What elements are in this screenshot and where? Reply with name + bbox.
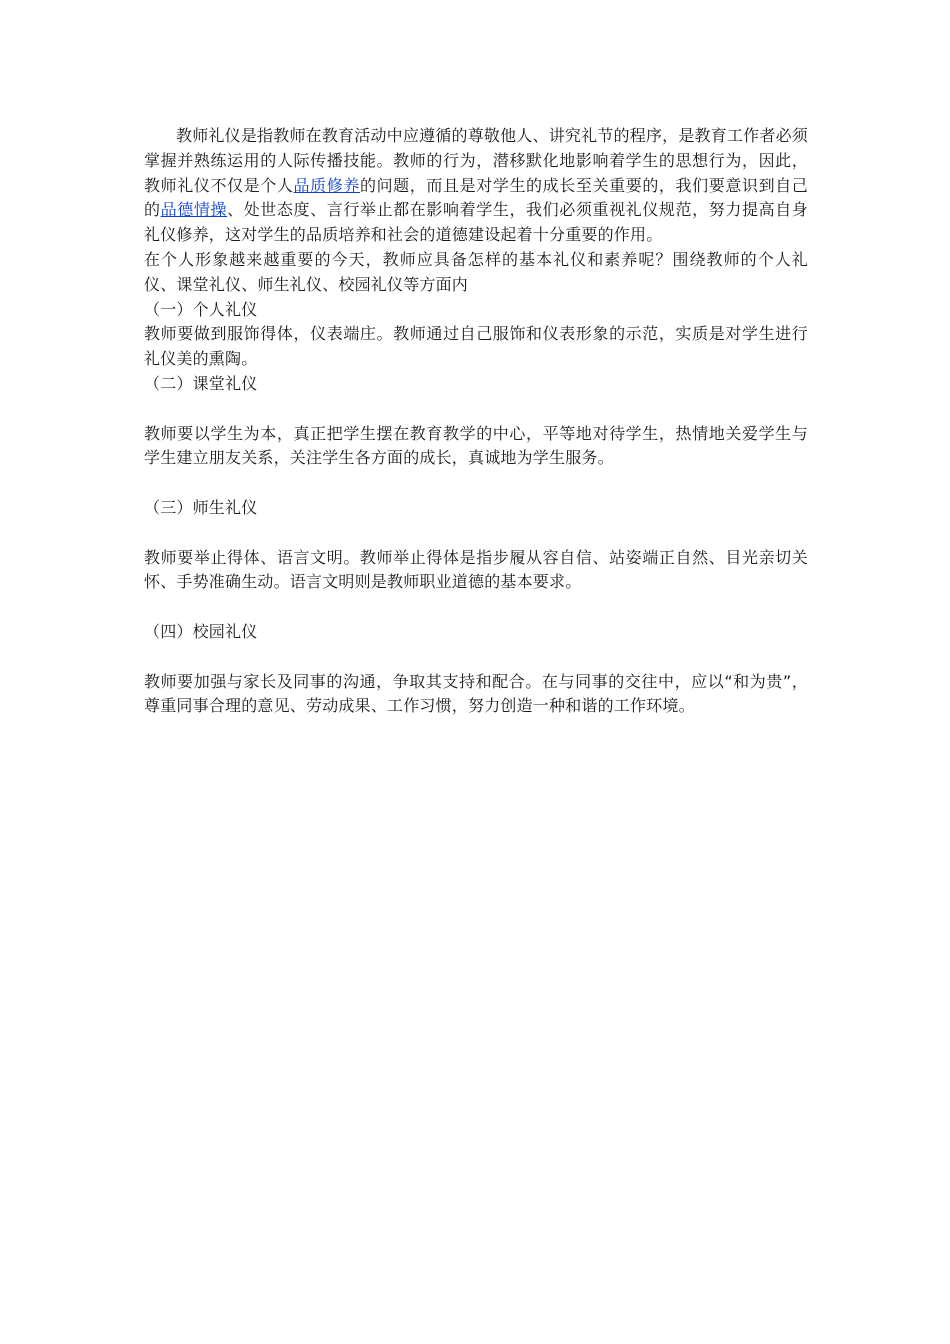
section-body-campus: 教师要加强与家长及同事的沟通，争取其支持和配合。在与同事的交往中，应以“和为贵”，尊重同事合理的意见、劳动成果、工作习惯，努力创造一种和谐的工作环境。	[144, 671, 808, 716]
section-heading-teacher-student: （三）师生礼仪	[144, 497, 258, 517]
blank-line	[144, 521, 808, 546]
document-body	[144, 124, 808, 719]
section-heading-classroom: （二）课堂礼仪	[144, 373, 258, 393]
intro-paragraph	[144, 124, 808, 248]
blank-line	[144, 397, 808, 422]
blank-line	[144, 595, 808, 620]
section-body-classroom: 教师要以学生为本，真正把学生摆在教育教学的中心，平等地对待学生，热情地关爱学生与学生建立朋友关系，关注学生各方面的成长，真诚地为学生服务。	[144, 423, 808, 468]
intro-text-1: 教师礼仪是指教师在教育活动中应遵循的尊敬他人、讲究礼节的程序，是教育工作者必须掌握并熟练运用的人际传播技能。教师的行为，潜移默化地影响着学生的思想行为，因此，教师礼仪不仅是个人	[144, 126, 808, 195]
blank-line	[144, 471, 808, 496]
intro-text-3: 、处世态度、言行举止都在影响着学生，我们必须重视礼仪规范，努力提高自身礼仪修养，这对学生的品质培养和社会的道德建设起着十分重要的作用。	[144, 200, 809, 245]
section-heading-campus: （四）校园礼仪	[144, 621, 258, 641]
link-pinzhi-xiuyang[interactable]: 品质修养	[293, 175, 360, 195]
section-heading-personal: （一）个人礼仪	[144, 299, 258, 319]
question-paragraph: 在个人形象越来越重要的今天，教师应具备怎样的基本礼仪和素养呢？围绕教师的个人礼仪、课堂礼仪、师生礼仪、校园礼仪等方面内	[144, 249, 808, 294]
section-body-teacher-student: 教师要举止得体、语言文明。教师举止得体是指步履从容自信、站姿端正自然、目光亲切关怀、手势准确生动。语言文明则是教师职业道德的基本要求。	[144, 547, 808, 592]
blank-line	[144, 645, 808, 670]
link-pinde-qingcao[interactable]: 品德情操	[160, 200, 228, 220]
intro-text-2: 的问题，而且是对学生的成长至关重要的，我们要意识到自己的	[144, 175, 808, 220]
section-body-personal: 教师要做到服饰得体，仪表端庄。教师通过自己服饰和仪表形象的示范，实质是对学生进行礼仪美的熏陶。	[144, 324, 808, 369]
